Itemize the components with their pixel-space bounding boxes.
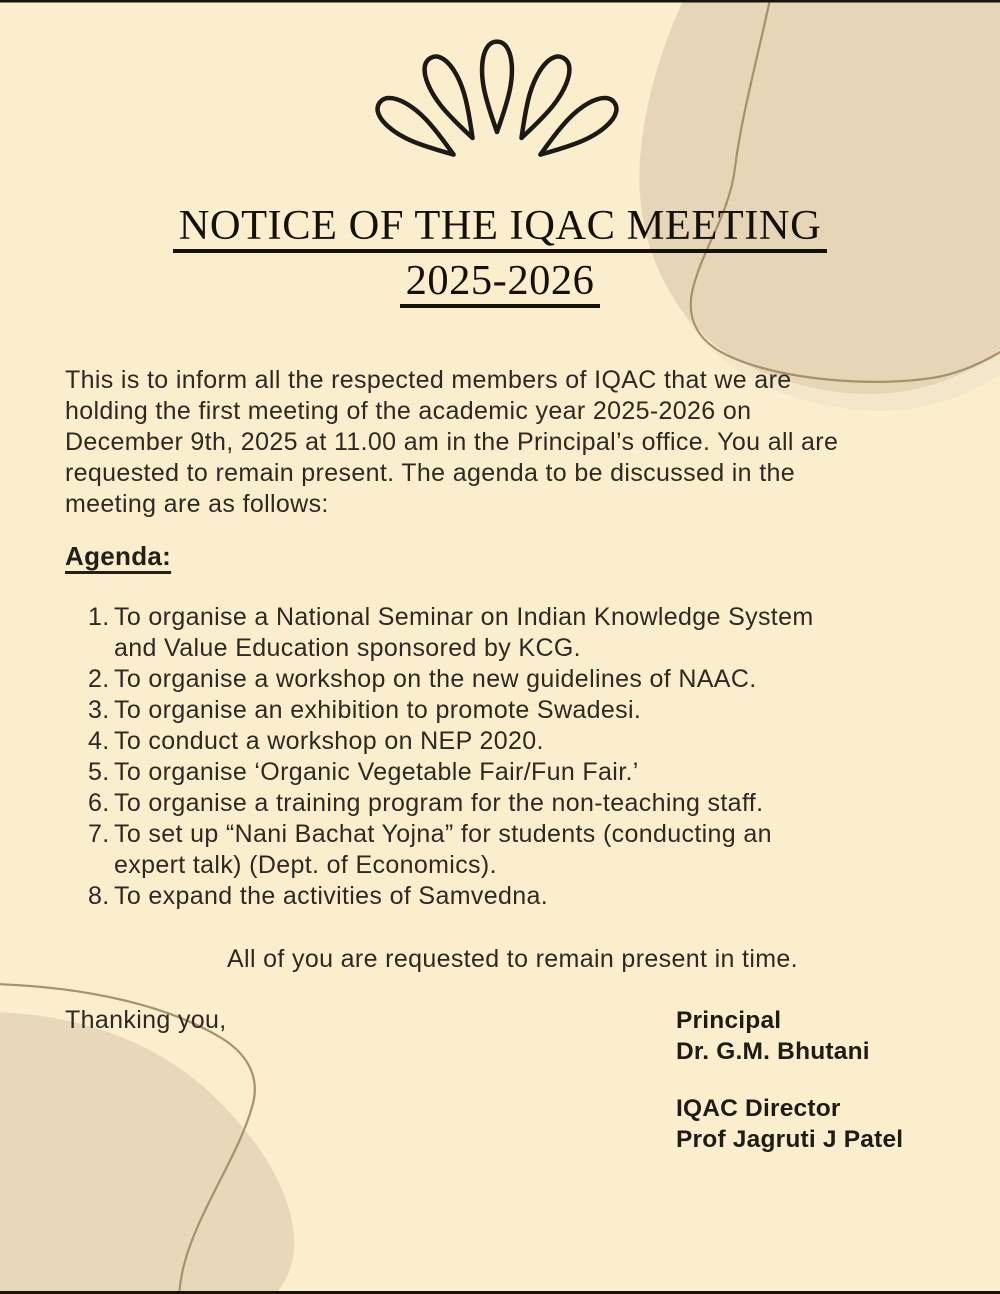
agenda-item-text: To organise ‘Organic Vegetable Fair/Fun Fair.’ (114, 758, 639, 786)
intro-line: meeting are as follows: (65, 490, 329, 518)
thanking-you: Thanking you, (65, 1006, 227, 1034)
agenda-heading (65, 541, 171, 572)
agenda-item-text: To organise an exhibition to promote Swadesi. (114, 696, 642, 724)
agenda-item (88, 726, 814, 757)
agenda-item-number: 4. (88, 727, 110, 755)
signature-principal (676, 1005, 870, 1067)
agenda-item (88, 664, 814, 695)
intro-line: holding the first meeting of the academic year 2025-2026 on (65, 397, 752, 425)
agenda-item-text: and Value Education sponsored by KCG. (114, 634, 581, 662)
petal-fan-icon (371, 42, 623, 167)
signature-role: IQAC Director (676, 1095, 841, 1122)
notice-title-text: NOTICE OF THE IQAC MEETING (173, 205, 828, 253)
agenda-item-number: 3. (88, 696, 110, 724)
petal (418, 51, 486, 145)
signature-name: Prof Jagruti J Patel (676, 1126, 904, 1153)
signature-role: Principal (676, 1007, 782, 1034)
beige-blob-bottom-left (0, 1012, 294, 1294)
agenda-item-text: To conduct a workshop on NEP 2020. (114, 727, 544, 755)
agenda-heading-text: Agenda: (65, 541, 172, 571)
agenda-item-text: expert talk) (Dept. of Economics). (114, 851, 497, 879)
intro-paragraph (65, 365, 838, 520)
agenda-item (88, 881, 814, 912)
agenda-item-number: 8. (88, 882, 110, 910)
agenda-item (88, 819, 814, 881)
agenda-item-number: 1. (88, 603, 110, 631)
intro-line: This is to inform all the respected members of IQAC that we are (65, 366, 792, 394)
petal (532, 91, 623, 167)
agenda-item-number: 6. (88, 789, 110, 817)
intro-line: requested to remain present. The agenda to be discussed in the (65, 459, 796, 487)
petal (482, 42, 512, 132)
agenda-item-number: 2. (88, 665, 110, 693)
intro-line: December 9th, 2025 at 11.00 am in the Principal’s office. You all are (65, 428, 839, 456)
agenda-item-text: To organise a workshop on the new guidelines of NAAC. (114, 665, 757, 693)
agenda-item-number: 5. (88, 758, 110, 786)
notice-year (0, 257, 1000, 308)
agenda-item-text: To expand the activities of Samvedna. (114, 882, 549, 910)
signature-name: Dr. G.M. Bhutani (676, 1038, 870, 1065)
beige-blob-top-right (639, 0, 1000, 394)
agenda-list (88, 602, 814, 912)
agenda-item-text: To organise a training program for the non-teaching staff. (114, 789, 764, 817)
closing-line: All of you are requested to remain present in time. (227, 945, 798, 973)
agenda-item-text: To organise a National Seminar on Indian Knowledge System (114, 603, 814, 631)
signature-iqac-director (676, 1093, 903, 1155)
petal (508, 51, 576, 145)
agenda-item (88, 695, 814, 726)
notice-year-text: 2025-2026 (400, 260, 601, 308)
petal (371, 91, 462, 167)
agenda-item (88, 602, 814, 664)
agenda-item (88, 788, 814, 819)
notice-title (0, 202, 1000, 253)
agenda-item-text: To set up “Nani Bachat Yojna” for students (conducting an (114, 820, 772, 848)
photo-edge-top (0, 0, 1000, 3)
agenda-item-number: 7. (88, 820, 110, 848)
agenda-item (88, 757, 814, 788)
